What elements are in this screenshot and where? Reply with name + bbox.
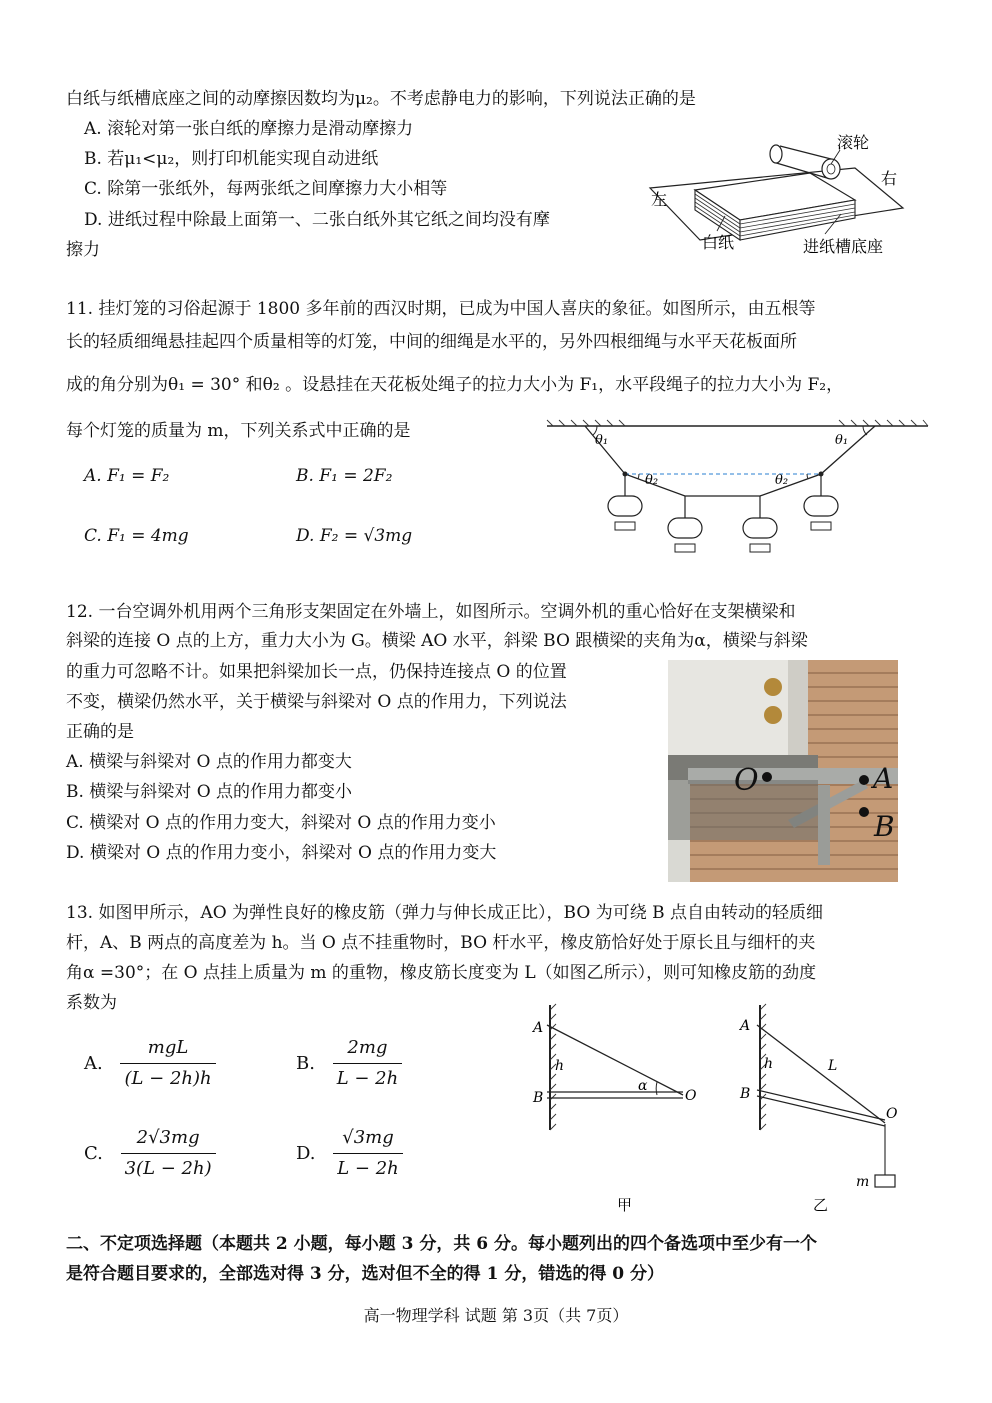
printer-diagram xyxy=(645,128,910,263)
diagram-yi xyxy=(730,1000,910,1220)
right-label: 右 xyxy=(881,169,898,188)
photo-label-b: B xyxy=(874,810,895,843)
section2-heading-line2: 是符合题目要求的，全部选对得 3 分，选对但不全的得 1 分，错选的得 0 分） xyxy=(66,1264,664,1284)
label-o: O xyxy=(886,1106,898,1122)
q12-option-b: B. 横梁与斜梁对 O 点的作用力都变小 xyxy=(66,782,353,802)
label-a: A xyxy=(740,1018,751,1034)
paper-label: 白纸 xyxy=(702,233,735,252)
q11-option-d: D. F₂ = √3mg xyxy=(296,526,413,546)
q10-stem: 白纸与纸槽底座之间的动摩擦因数均为μ₂。不考虑静电力的影响，下列说法正确的是 xyxy=(66,89,696,109)
theta1-left: θ₁ xyxy=(595,433,609,448)
q13-line4: 系数为 xyxy=(66,993,117,1013)
label-h: h xyxy=(555,1058,565,1074)
q12-option-d: D. 横梁对 O 点的作用力变小，斜梁对 O 点的作用力变大 xyxy=(66,843,497,863)
q13-option-d: D. $\frac{√3mg}{L - 2h}$ xyxy=(296,1125,403,1182)
theta2-right: θ₂ xyxy=(775,473,789,488)
diagram-jia xyxy=(525,1000,705,1220)
q13-option-b: B. $\frac{2mg}{L - 2h}$ xyxy=(296,1035,402,1092)
q13-option-c: C. $\frac{2√3mg}{3(L - 2h)}$ xyxy=(84,1125,216,1182)
q11-option-b: B. F₁ = 2F₂ xyxy=(296,466,393,486)
lantern xyxy=(743,518,777,552)
q11-line3: 成的角分别为θ₁ = 30° 和θ₂ 。设悬挂在天花板处绳子的拉力大小为 F₁，水平段绳子的拉力大小为 F₂， xyxy=(66,375,844,395)
left-label: 左 xyxy=(651,190,668,209)
label-o: O xyxy=(685,1088,697,1104)
label-alpha: α xyxy=(638,1078,648,1094)
q11-option-a: A. F₁ = F₂ xyxy=(84,466,170,486)
label-h: h xyxy=(764,1056,774,1072)
q10-option-d: D. 进纸过程中除最上面第一、二张白纸外其它纸之间均没有摩 xyxy=(84,210,550,230)
q10-option-c: C. 除第一张纸外，每两张纸之间摩擦力大小相等 xyxy=(84,179,448,199)
roller-label: 滚轮 xyxy=(837,133,870,152)
q12-option-a: A. 横梁与斜梁对 O 点的作用力都变大 xyxy=(66,752,352,772)
section2-heading-line1: 二、不定项选择题（本题共 2 小题，每小题 3 分，共 6 分。每小题列出的四个备选项中至少有一个 xyxy=(66,1234,817,1254)
q12-line1: 12. 一台空调外机用两个三角形支架固定在外墙上，如图所示。空调外机的重心恰好在支架横梁和 xyxy=(66,602,796,622)
caption-jia: 甲 xyxy=(617,1196,633,1214)
q12-option-c: C. 横梁对 O 点的作用力变大，斜梁对 O 点的作用力变小 xyxy=(66,813,496,833)
photo-label-a: A xyxy=(873,762,894,795)
q11-line4: 每个灯笼的质量为 m，下列关系式中正确的是 xyxy=(66,421,411,441)
lantern xyxy=(668,518,702,552)
q10-option-b: B. 若μ₁<μ₂，则打印机能实现自动进纸 xyxy=(84,149,379,169)
q13-line1: 13. 如图甲所示，AO 为弹性良好的橡皮筋（弹力与伸长成正比），BO 为可绕 B 点自由转动的轻质细 xyxy=(66,903,824,923)
lantern xyxy=(804,496,838,530)
label-b: B xyxy=(533,1090,544,1106)
q12-line2: 斜梁的连接 O 点的上方，重力大小为 G。横梁 AO 水平，斜梁 BO 跟横梁的夹角为α，横梁与斜梁 xyxy=(66,631,808,651)
q12-line3: 的重力可忽略不计。如果把斜梁加长一点，仍保持连接点 O 的位置 xyxy=(66,662,567,682)
q13-line2: 杆，A、B 两点的高度差为 h。当 O 点不挂重物时，BO 杆水平，橡皮筋恰好处于原长且与细杆的夹 xyxy=(66,933,816,953)
ac-unit-photo xyxy=(668,660,898,882)
q13-option-a: A. $\frac{\text{mgL}}{(L - 2h)h}$ xyxy=(84,1035,216,1092)
q11-line1: 11. 挂灯笼的习俗起源于 1800 多年前的西汉时期，已成为中国人喜庆的象征。如图所示，由五根等 xyxy=(66,299,816,319)
page-footer: 高一物理学科 试题 第 3页（共 7页） xyxy=(363,1306,629,1325)
photo-label-o: O xyxy=(734,763,759,798)
q13-line3: 角α =30°；在 O 点挂上质量为 m 的重物，橡皮筋长度变为 L（如图乙所示），则可知橡皮筋的劲度 xyxy=(66,963,817,983)
base-label: 进纸槽底座 xyxy=(803,237,884,256)
label-m: m xyxy=(856,1174,870,1190)
caption-yi: 乙 xyxy=(813,1196,829,1214)
theta1-right: θ₁ xyxy=(835,433,849,448)
q12-line5: 正确的是 xyxy=(66,722,134,742)
q12-line4: 不变，横梁仍然水平，关于横梁与斜梁对 O 点的作用力，下列说法 xyxy=(66,692,567,712)
label-a: A xyxy=(533,1020,544,1036)
q11-option-c: C. F₁ = 4mg xyxy=(84,526,189,546)
lantern-diagram xyxy=(545,418,930,558)
lantern xyxy=(608,496,642,530)
label-l: L xyxy=(828,1058,838,1074)
q11-line2: 长的轻质细绳悬挂起四个质量相等的灯笼，中间的细绳是水平的，另外四根细绳与水平天花板面所 xyxy=(66,332,797,352)
label-b: B xyxy=(740,1086,751,1102)
theta2-left: θ₂ xyxy=(645,473,659,488)
q10-option-d-cont: 擦力 xyxy=(66,240,100,260)
q10-option-a: A. 滚轮对第一张白纸的摩擦力是滑动摩擦力 xyxy=(84,119,414,139)
